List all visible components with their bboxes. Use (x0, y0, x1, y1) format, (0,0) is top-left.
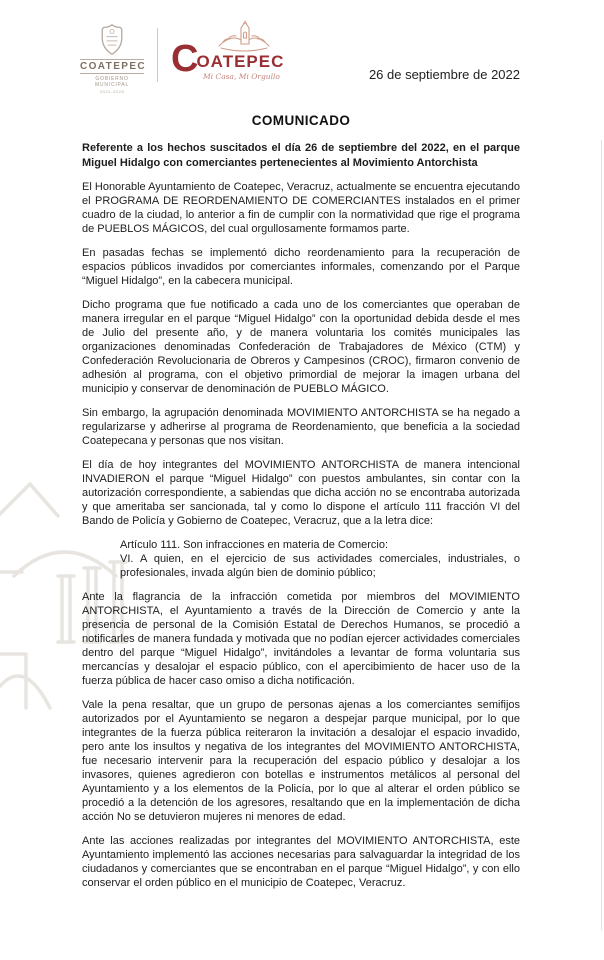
right-logo-initial: C (171, 38, 199, 80)
paragraph-1: El Honorable Ayuntamiento de Coatepec, Veracruz, actualmente se encuentra ejecutando el PROGRAMA DE REORDENAMIENTO DE COMERCIANTES instalados en el primer cuadro de la ciudad, lo anterior a fin de cumplir con la normatividad que rige el programa de PUEBLOS MÁGICOS, del cual orgullosamente formamos parte. (82, 181, 520, 235)
logo-group (80, 22, 283, 94)
page-edge-shadow (601, 140, 603, 930)
document-date: 26 de septiembre de 2022 (368, 67, 520, 82)
paragraph-8: Ante las acciones realizadas por integrantes del MOVIMIENTO ANTORCHISTA, este Ayuntamiento implementó las acciones necesarias para salvaguardar la integridad de los ciudadanos y comerciantes que se encontraban en el parque “Miguel Hidalgo”, y con ello conservar el orden público en el municipio de Coatepec, Veracruz. (82, 835, 520, 889)
coatepec-brand-logo (171, 22, 283, 86)
right-logo-rest: OATEPEC (196, 52, 285, 71)
document-body (82, 113, 520, 900)
document-title: COMUNICADO (251, 113, 351, 128)
paragraph-7: Vale la pena resaltar, que un grupo de personas ajenas a los comerciantes semifijos autorizados por el Ayuntamiento se negaron a despejar parque municipal, por lo que integrantes de la fuerza pública reiteraron la invitación a desalojar el espacio invadido, pero ante los insultos y negativa de los integrantes del MOVIMIENTO ANTORCHISTA, fue necesario intervenir para la recuperación del espacio público y desalojar a los invasores, quienes agredieron con botellas e instrumentos metálicos al personal del Ayuntamiento y a los elementos de la Policía, por lo que al alterar el orden público se procedió a la detención de los agresores, resaltando que en la implementación de dicha acción No se detuvieron mujeres ni menores de edad. (82, 699, 520, 823)
paragraph-3: Dicho programa que fue notificado a cada uno de los comerciantes que operaban de manera irregular en el parque “Miguel Hidalgo” con la oportunidad debida desde el mes de Julio del presente año, y de manera voluntaria los comités municipales las organizaciones denominadas Confederación de Trabajadores de México (CTM) y Confederación Revolucionaria de Obreros y Campesinos (CROC), firmaron convenio de adhesión al programa, con el objetivo primordial de mejorar la imagen urbana del municipio y conservar de denominación de PUEBLO MÁGICO. (82, 299, 520, 395)
municipal-crest-icon (95, 22, 129, 58)
quote-line-2: VI. A quien, en el ejercicio de sus actividades comerciales, industriales, o profesionales, invada algún bien de dominio público; (120, 553, 520, 579)
municipal-logo (80, 22, 147, 94)
left-logo-name: COATEPEC (80, 61, 147, 72)
quote-line-1: Artículo 111. Son infracciones en materia de Comercio: (120, 539, 389, 551)
right-logo-tagline: Mi Casa, Mi Orgullo (203, 72, 280, 81)
letterhead (0, 0, 604, 108)
paragraph-6: Ante la flagrancia de la infracción cometida por miembros del MOVIMIENTO ANTORCHISTA, el Ayuntamiento a través de la Dirección de Comercio y ante la presencia de personal de la Comisión Estatal de Derechos Humanos, se procedió a notificarles de manera fundada y motivada que no podían ejercer actividades comerciales dentro del parque “Miguel Hidalgo”, invitándoles a levantar de forma voluntaria sus mercancías y desalojar el espacio público, con el apercibimiento de hacer uso de la fuerza pública de hacer caso omiso a dicha notificación. (82, 591, 520, 687)
paragraph-5: El día de hoy integrantes del MOVIMIENTO ANTORCHISTA de manera intencional INVADIERON el parque “Miguel Hidalgo” con puestos ambulantes, sin contar con la autorización correspondiente, a sabiendas que dicha acción no se encontraba autorizada y que ameritaba ser sancionada, tal y como lo dispone el artículo 111 fracción VI del Bando de Policía y Gobierno de Coatepec, Veracruz, que a la letra dice: (82, 459, 520, 527)
paragraph-4: Sin embargo, la agrupación denominada MOVIMIENTO ANTORCHISTA se ha negado a regularizarse y adherirse al programa de Reordenamiento, que beneficia a la sociedad Coatepecana y personas que nos visitan. (82, 407, 520, 447)
left-logo-years: 2022-2025 (99, 89, 125, 94)
left-logo-subtitle: GOBIERNO MUNICIPAL (94, 76, 130, 88)
legal-quote-block (120, 538, 520, 580)
logo-divider (157, 28, 158, 82)
subject-heading: Referente a los hechos suscitados el día 26 de septiembre del 2022, en el parque Miguel Hidalgo con comerciantes pertenecientes al Movimiento Antorchista (82, 142, 520, 169)
paragraph-2: En pasadas fechas se implementó dicho reordenamiento para la recuperación de espacios públicos invadidos por comerciantes informales, comenzando por el Parque “Miguel Hidalgo”, en la cabecera municipal. (82, 247, 520, 287)
